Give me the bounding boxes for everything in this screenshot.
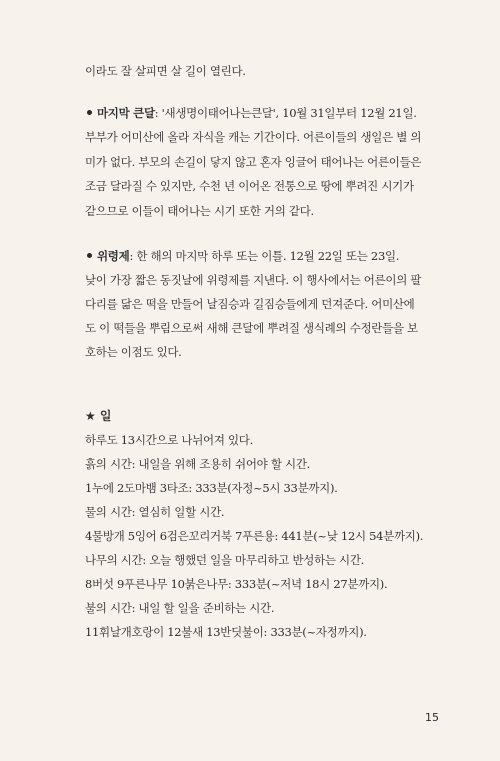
section-heading: ★ 일 — [85, 409, 112, 423]
paragraph-line: 도 이 떡들을 뿌림으로써 새해 큰달에 뿌려질 생식례의 수정란들을 보 — [85, 321, 418, 335]
bullet-term: 위령제 — [97, 249, 130, 263]
section-line: 11휘날개호랑이 12불새 13반딧불이: 333분(~자정까지). — [85, 625, 367, 639]
section-line: 하루도 13시간으로 나뉘어져 있다. — [85, 433, 253, 447]
section-line: 4물방개 5잉어 6검은꼬리거북 7푸른용: 441분(~낮 12시 54분까지). — [85, 529, 424, 543]
bullet-first-line — [97, 249, 445, 263]
section-line: 불의 시간: 내일 할 일을 준비하는 시간. — [85, 601, 275, 615]
paragraph-line: 호하는 이점도 있다. — [85, 345, 182, 359]
paragraph-line: 조금 달라질 수 있지만, 수천 년 이어온 전통으로 땅에 뿌려진 시기가 — [85, 179, 414, 193]
section-line: 8버섯 9푸른나무 10붉은나무: 333분(~저녁 18시 27분까지). — [85, 577, 388, 591]
bullet-term: 마지막 큰달 — [97, 106, 155, 120]
page-number: 15 — [425, 711, 439, 724]
section-line: 1누에 2도마뱀 3타조: 333분(자정~5시 33분까지). — [85, 481, 338, 495]
section-line: 물의 시간: 열심히 일할 시간. — [85, 505, 225, 519]
section-line: 나무의 시간: 오늘 행했던 일을 마무리하고 반성하는 시간. — [85, 553, 365, 567]
bullet-dot — [87, 253, 92, 258]
intro-line: 이라도 잘 살피면 살 길이 열린다. — [85, 64, 246, 78]
section-line: 흙의 시간: 내일을 위해 조용히 쉬어야 할 시간. — [85, 457, 310, 471]
paragraph-line: 부부가 어미산에 올라 자식을 캐는 기간이다. 어른이들의 생일은 별 의 — [85, 130, 422, 144]
bullet-first-text: : '새생명이태어나는큰달', 10월 31일부터 12월 21일. — [154, 106, 417, 120]
paragraph-line: 미가 없다. 부모의 손길이 닿지 않고 혼자 잉글어 태어나는 어른이들은 — [85, 155, 422, 169]
bullet-first-text: : 한 해의 마지막 하루 또는 이틀. 12월 22일 또는 23일. — [129, 249, 400, 263]
paragraph-line: 같으므로 이들이 태어나는 시기 또한 거의 같다. — [85, 204, 314, 218]
bullet-dot — [87, 110, 92, 115]
paragraph-line: 다리를 닮은 떡을 만들어 날짐승과 길짐승들에게 던져준다. 어미산에 — [85, 297, 415, 311]
bullet-first-line — [97, 106, 445, 120]
paragraph-line: 낮이 가장 짧은 동짓날에 위령제를 지낸다. 이 행사에서는 어른이의 팔 — [85, 273, 422, 287]
